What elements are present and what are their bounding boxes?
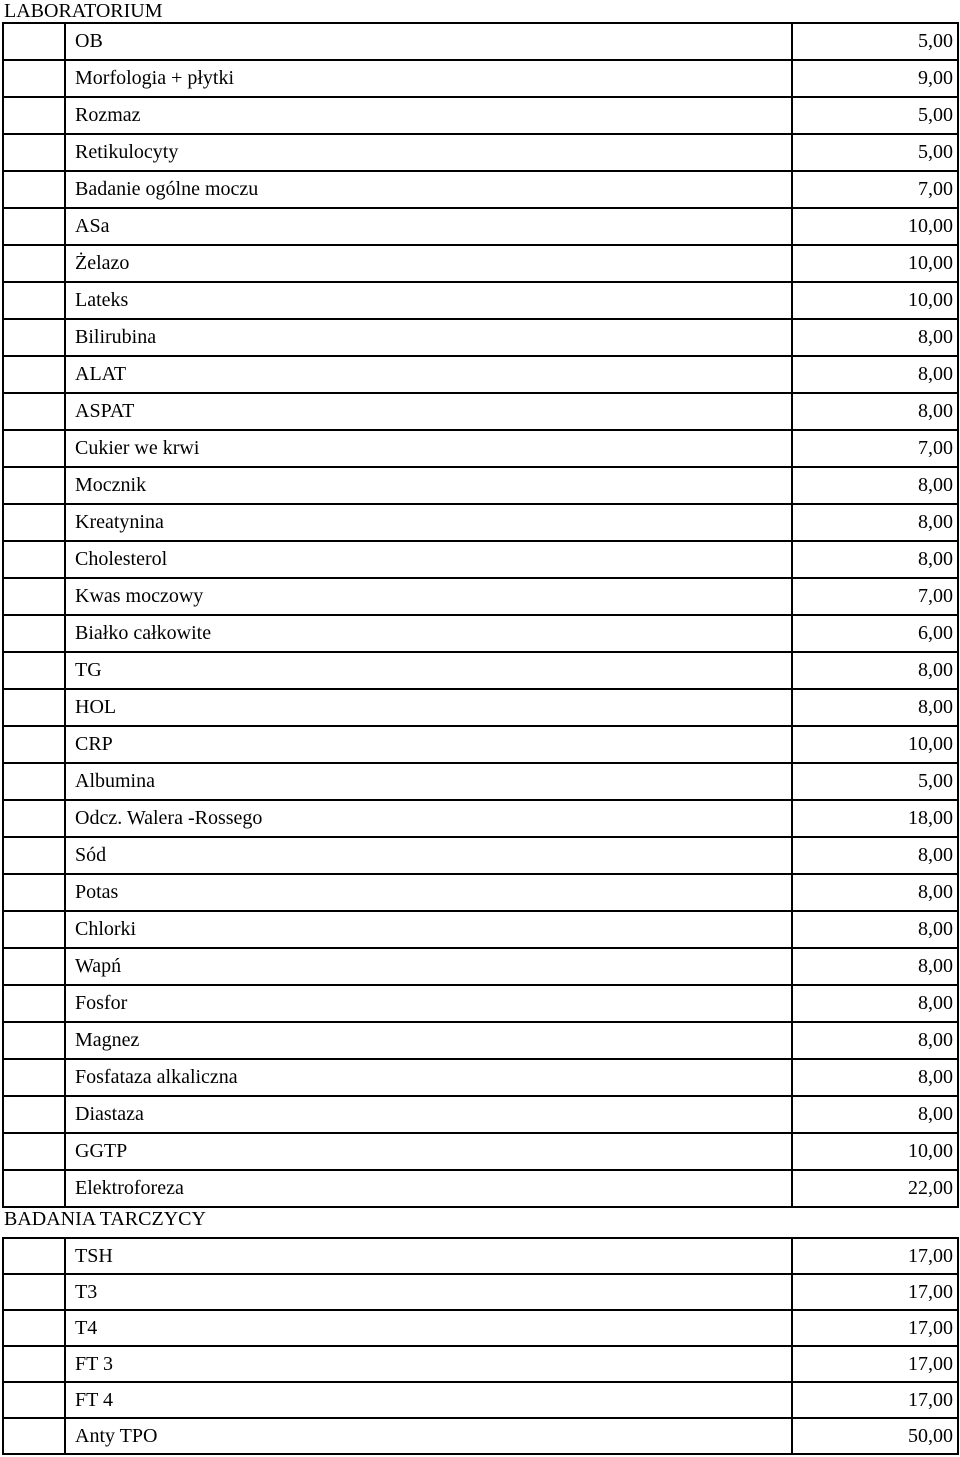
test-price: 8,00 (792, 948, 958, 985)
test-price: 50,00 (792, 1418, 958, 1454)
table-row (3, 948, 958, 985)
test-name: Anty TPO (65, 1418, 792, 1454)
test-price: 8,00 (792, 1059, 958, 1096)
test-name: Magnez (65, 1022, 792, 1059)
test-price: 10,00 (792, 208, 958, 245)
row-blank-cell (3, 23, 65, 60)
test-name: Albumina (65, 763, 792, 800)
test-price: 5,00 (792, 23, 958, 60)
table-row (3, 800, 958, 837)
test-name: T3 (65, 1274, 792, 1310)
row-blank-cell (3, 208, 65, 245)
row-blank-cell (3, 356, 65, 393)
test-name: ASa (65, 208, 792, 245)
row-blank-cell (3, 800, 65, 837)
row-blank-cell (3, 689, 65, 726)
test-price: 8,00 (792, 467, 958, 504)
table-row (3, 578, 958, 615)
test-name: Fosfor (65, 985, 792, 1022)
test-name: Badanie ogólne moczu (65, 171, 792, 208)
test-price: 8,00 (792, 1022, 958, 1059)
table-row (3, 1170, 958, 1207)
test-price: 8,00 (792, 356, 958, 393)
test-price: 7,00 (792, 578, 958, 615)
table-row (3, 60, 958, 97)
row-blank-cell (3, 1382, 65, 1418)
test-name: FT 4 (65, 1382, 792, 1418)
section-title-laboratorium: LABORATORIUM (4, 0, 163, 22)
test-price: 17,00 (792, 1382, 958, 1418)
row-blank-cell (3, 1346, 65, 1382)
test-name: OB (65, 23, 792, 60)
test-name: Sód (65, 837, 792, 874)
table-row (3, 1310, 958, 1346)
test-price: 5,00 (792, 763, 958, 800)
row-blank-cell (3, 134, 65, 171)
test-name: TG (65, 652, 792, 689)
test-name: Bilirubina (65, 319, 792, 356)
test-price: 8,00 (792, 837, 958, 874)
test-name: Elektroforeza (65, 1170, 792, 1207)
test-price: 8,00 (792, 911, 958, 948)
row-blank-cell (3, 1418, 65, 1454)
test-price: 8,00 (792, 393, 958, 430)
row-blank-cell (3, 652, 65, 689)
table-row (3, 23, 958, 60)
row-blank-cell (3, 171, 65, 208)
table-row (3, 837, 958, 874)
test-price: 10,00 (792, 726, 958, 763)
table-row (3, 134, 958, 171)
row-blank-cell (3, 1133, 65, 1170)
test-name: Białko całkowite (65, 615, 792, 652)
table-row (3, 1238, 958, 1274)
test-name: GGTP (65, 1133, 792, 1170)
test-name: Kwas moczowy (65, 578, 792, 615)
row-blank-cell (3, 948, 65, 985)
table-row (3, 282, 958, 319)
test-name: TSH (65, 1238, 792, 1274)
table-row (3, 171, 958, 208)
table-row (3, 97, 958, 134)
table-row (3, 726, 958, 763)
row-blank-cell (3, 541, 65, 578)
test-name: Mocznik (65, 467, 792, 504)
test-name: T4 (65, 1310, 792, 1346)
test-price: 9,00 (792, 60, 958, 97)
test-price: 17,00 (792, 1346, 958, 1382)
test-name: HOL (65, 689, 792, 726)
row-blank-cell (3, 319, 65, 356)
table-row (3, 467, 958, 504)
test-price: 8,00 (792, 689, 958, 726)
test-name: Fosfataza alkaliczna (65, 1059, 792, 1096)
table-row (3, 911, 958, 948)
row-blank-cell (3, 1274, 65, 1310)
test-price: 10,00 (792, 245, 958, 282)
row-blank-cell (3, 1022, 65, 1059)
row-blank-cell (3, 282, 65, 319)
table-row (3, 615, 958, 652)
table-row (3, 319, 958, 356)
row-blank-cell (3, 726, 65, 763)
test-name: CRP (65, 726, 792, 763)
test-name: Diastaza (65, 1096, 792, 1133)
test-price: 5,00 (792, 97, 958, 134)
test-name: Żelazo (65, 245, 792, 282)
test-name: Morfologia + płytki (65, 60, 792, 97)
test-name: Odcz. Walera -Rossego (65, 800, 792, 837)
row-blank-cell (3, 60, 65, 97)
test-name: Chlorki (65, 911, 792, 948)
test-price: 17,00 (792, 1310, 958, 1346)
table-row (3, 393, 958, 430)
row-blank-cell (3, 1059, 65, 1096)
table-row (3, 652, 958, 689)
test-price: 8,00 (792, 541, 958, 578)
table-row (3, 1022, 958, 1059)
table-row (3, 245, 958, 282)
test-price: 17,00 (792, 1238, 958, 1274)
table-row (3, 1346, 958, 1382)
test-price: 5,00 (792, 134, 958, 171)
table-row (3, 689, 958, 726)
row-blank-cell (3, 763, 65, 800)
test-name: Rozmaz (65, 97, 792, 134)
row-blank-cell (3, 578, 65, 615)
test-name: Potas (65, 874, 792, 911)
table-row (3, 763, 958, 800)
row-blank-cell (3, 467, 65, 504)
row-blank-cell (3, 504, 65, 541)
test-price: 17,00 (792, 1274, 958, 1310)
table-row (3, 1096, 958, 1133)
test-price: 10,00 (792, 1133, 958, 1170)
test-price: 7,00 (792, 171, 958, 208)
table-row (3, 985, 958, 1022)
row-blank-cell (3, 1170, 65, 1207)
table-row (3, 1059, 958, 1096)
table-row (3, 1274, 958, 1310)
row-blank-cell (3, 1238, 65, 1274)
test-name: Wapń (65, 948, 792, 985)
row-blank-cell (3, 837, 65, 874)
row-blank-cell (3, 911, 65, 948)
row-blank-cell (3, 615, 65, 652)
row-blank-cell (3, 430, 65, 467)
test-price: 8,00 (792, 985, 958, 1022)
test-name: Cholesterol (65, 541, 792, 578)
row-blank-cell (3, 1096, 65, 1133)
price-table-laboratorium (2, 22, 959, 1208)
table-row (3, 1133, 958, 1170)
test-price: 18,00 (792, 800, 958, 837)
test-price: 22,00 (792, 1170, 958, 1207)
test-name: Cukier we krwi (65, 430, 792, 467)
table-row (3, 504, 958, 541)
table-row (3, 430, 958, 467)
row-blank-cell (3, 874, 65, 911)
table-row (3, 541, 958, 578)
test-name: Kreatynina (65, 504, 792, 541)
row-blank-cell (3, 985, 65, 1022)
test-price: 8,00 (792, 1096, 958, 1133)
test-price: 8,00 (792, 504, 958, 541)
table-row (3, 874, 958, 911)
test-name: ASPAT (65, 393, 792, 430)
test-price: 8,00 (792, 319, 958, 356)
test-price: 8,00 (792, 652, 958, 689)
row-blank-cell (3, 245, 65, 282)
test-price: 8,00 (792, 874, 958, 911)
test-price: 6,00 (792, 615, 958, 652)
test-price: 7,00 (792, 430, 958, 467)
table-row (3, 1418, 958, 1454)
price-table-badania-tarczycy (2, 1237, 959, 1455)
test-price: 10,00 (792, 282, 958, 319)
row-blank-cell (3, 97, 65, 134)
table-row (3, 1382, 958, 1418)
test-name: ALAT (65, 356, 792, 393)
test-name: Retikulocyty (65, 134, 792, 171)
table-row (3, 356, 958, 393)
table-row (3, 208, 958, 245)
row-blank-cell (3, 393, 65, 430)
row-blank-cell (3, 1310, 65, 1346)
test-name: Lateks (65, 282, 792, 319)
section-title-badania-tarczycy: BADANIA TARCZYCY (4, 1208, 206, 1230)
test-name: FT 3 (65, 1346, 792, 1382)
